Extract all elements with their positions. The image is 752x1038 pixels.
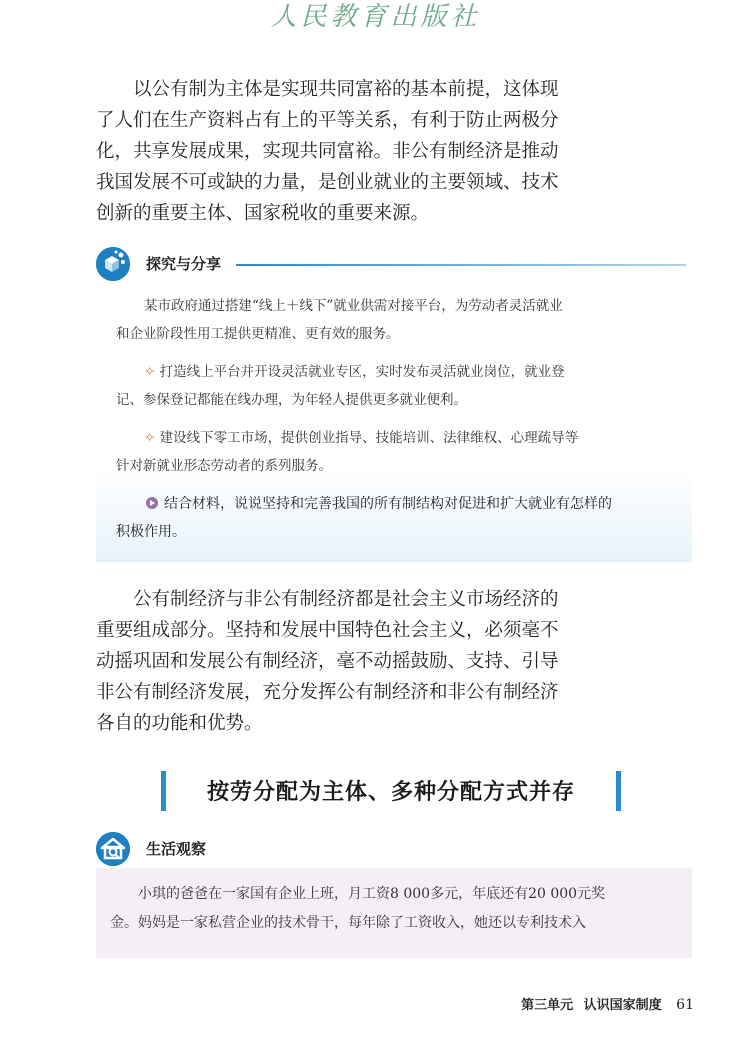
- list-item-text: 打造线上平台并开设灵活就业专区，实时发布灵活就业岗位，就业登: [159, 364, 565, 380]
- list-item-text: 建设线下零工市场，提供创业指导、技能培训、法律维权、心理疏导等: [159, 430, 579, 446]
- intro-paragraph: [96, 74, 559, 229]
- section-divider: [236, 264, 686, 266]
- material-line: 金。妈妈是一家私营企业的技术骨干，每年除了工资收入，她还以专利技术入: [110, 915, 586, 931]
- section-title: 生活观察: [146, 840, 207, 858]
- list-item-text: 针对新就业形态劳动者的系列服务。: [116, 458, 332, 474]
- life-observation-header: [96, 832, 696, 868]
- section-heading-text: 按劳分配为主体、多种分配方式并存: [206, 779, 575, 805]
- publisher-logo: 人民教育出版社: [270, 2, 481, 32]
- paragraph-line: 各自的功能和优势。: [96, 713, 263, 734]
- material-line: 小琪的爸爸在一家国有企业上班，月工资8 000多元，年底还有20 000元奖: [138, 886, 606, 902]
- material-line: 和企业阶段性用工提供更精准、更有效的服务。: [116, 326, 400, 342]
- page-number: 61: [676, 997, 694, 1013]
- task-prompt: [116, 490, 676, 546]
- paragraph-line: 以公有制为主体是实现共同富裕的基本前提，这体现: [133, 79, 559, 100]
- chapter-label: 认识国家制度: [583, 998, 662, 1013]
- sparkle-bullet-icon: ✧: [144, 364, 156, 380]
- house-magnifier-icon: [96, 832, 130, 866]
- list-item: [116, 358, 676, 386]
- paragraph-line: 创新的重要主体、国家税收的重要来源。: [96, 203, 430, 224]
- material-line: 某市政府通过搭建“线上＋线下”就业供需对接平台，为劳动者灵活就业: [144, 298, 563, 314]
- paragraph-line: 非公有制经济发展，充分发挥公有制经济和非公有制经济: [96, 682, 559, 703]
- list-item-text: 记、参保登记都能在线办理，为年轻人提供更多就业便利。: [116, 392, 467, 408]
- page-footer: [521, 994, 694, 1013]
- heading-bar-right: [616, 771, 621, 811]
- section-heading: [155, 769, 627, 815]
- paragraph-line: 动摇巩固和发展公有制经济，毫不动摇鼓励、支持、引导: [96, 651, 559, 672]
- paragraph-line: 化，共享发展成果，实现共同富裕。非公有制经济是推动: [96, 141, 559, 162]
- list-item: [116, 424, 676, 452]
- paragraph-line: 公有制经济与非公有制经济都是社会主义市场经济的: [133, 589, 559, 610]
- sparkle-bullet-icon: ✧: [144, 430, 156, 446]
- unit-label: 第三单元: [521, 998, 574, 1013]
- paragraph-line: 重要组成部分。坚持和发展中国特色社会主义，必须毫不: [96, 620, 559, 641]
- body-paragraph: [96, 584, 559, 739]
- explore-share-box: [96, 282, 692, 562]
- section-title: 探究与分享: [146, 255, 222, 273]
- task-text: 结合材料，说说坚持和完善我国的所有制结构对促进和扩大就业有怎样的: [164, 496, 612, 512]
- molecule-cube-icon: [96, 247, 130, 281]
- life-observation-box: [96, 868, 692, 958]
- paragraph-line: 了人们在生产资料占有上的平等关系，有利于防止两极分: [96, 110, 559, 131]
- play-icon: [146, 497, 158, 509]
- task-text: 积极作用。: [116, 524, 186, 540]
- explore-share-header: [96, 247, 696, 283]
- paragraph-line: 我国发展不可或缺的力量，是创业就业的主要领域、技术: [96, 172, 559, 193]
